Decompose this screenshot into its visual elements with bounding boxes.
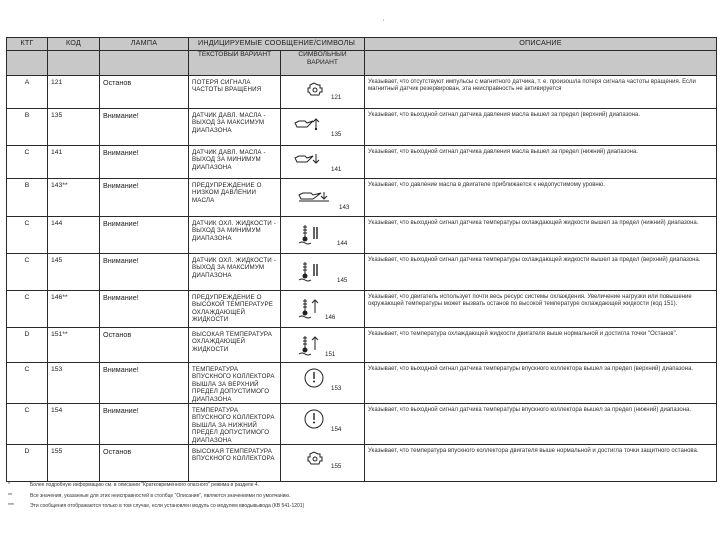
cell-symbol-variant <box>281 363 365 404</box>
cell-text-variant: ВЫСОКАЯ ТЕМПЕРАТУРА ОХЛАЖДАЮЩЕЙ ЖИДКОСТИ <box>189 328 281 363</box>
cell-code: 121 <box>48 76 100 109</box>
cell-lamp: Внимание! <box>100 146 189 179</box>
coolant-temp-icon <box>297 260 323 284</box>
cell-ktg: C <box>7 291 48 328</box>
cell-text-variant: ВЫСОКАЯ ТЕМПЕРАТУРА ВПУСКНОГО КОЛЛЕКТОРА <box>189 445 281 482</box>
fault-code-table <box>6 37 717 482</box>
cell-symbol-variant <box>281 179 365 217</box>
cell-symbol-variant <box>281 76 365 109</box>
header-symbol-variant: СИМВОЛЬНЫЙ ВАРИАНТ <box>281 51 365 76</box>
cell-ktg: D <box>7 445 48 482</box>
symbol-number: 146 <box>325 314 336 321</box>
cell-code: 151** <box>48 328 100 363</box>
cell-lamp: Внимание! <box>100 291 189 328</box>
symbol-number: 143 <box>339 204 350 211</box>
oil-can-low-icon <box>293 152 323 168</box>
footnote <box>8 493 291 499</box>
footnote-text: Все значения, указанные для этих неисправностей в столбце "Описание", являются значениями по умолчанию. <box>30 493 291 499</box>
header-blank-cell <box>7 51 48 76</box>
coolant-temp-up-icon <box>297 334 323 358</box>
cell-code: 154 <box>48 404 100 445</box>
cell-ktg: C <box>7 404 48 445</box>
cell-lamp: Внимание! <box>100 363 189 404</box>
cell-code: 141 <box>48 146 100 179</box>
symbol-number: 155 <box>331 463 342 471</box>
header-blank-cell <box>100 51 189 76</box>
table-row <box>7 109 717 146</box>
symbol-number: 144 <box>337 240 348 247</box>
symbol-number: 121 <box>331 94 342 101</box>
cell-lamp: Останов <box>100 328 189 363</box>
symbol-number: 145 <box>337 277 348 284</box>
cell-ktg: C <box>7 254 48 291</box>
cell-code: 145 <box>48 254 100 291</box>
footnote-mark: * <box>8 482 10 488</box>
cell-text-variant: ПРЕДУПРЕЖДЕНИЕ О НИЗКОМ ДАВЛЕНИИ МАСЛА <box>189 179 281 217</box>
engine-icon <box>305 449 325 469</box>
cell-symbol-variant <box>281 146 365 179</box>
header-description: ОПИСАНИЕ <box>365 38 717 51</box>
cell-description: Указывает, что выходной сигнал датчика температуры охлаждающей жидкости вышел за предел (верхний) диапазона. <box>365 254 717 291</box>
table-row <box>7 254 717 291</box>
cell-description: Указывает, что двигатель использует почти весь ресурс системы охлаждения. Увеличение нагрузки или повышение окружающей температуры может вызвать останов по высокой температуре охлаждающей жидкости (код 151). <box>365 291 717 328</box>
header-lamp: ЛАМПА <box>100 38 189 51</box>
footnote-text: Более подробную информацию см. в описании "Кратковременного опасного" режима в разделе 4. <box>30 482 260 488</box>
cell-code: 135 <box>48 109 100 146</box>
table-row <box>7 363 717 404</box>
footnote-mark: *** <box>8 503 14 509</box>
table-row <box>7 404 717 445</box>
cell-description: Указывает, что выходной сигнал датчика давления масла вышел за предел (нижний) диапазона. <box>365 146 717 179</box>
cell-text-variant: ДАТЧИК ОХЛ. ЖИДКОСТИ - ВЫХОД ЗА МИНИМУМ ДИАПАЗОНА <box>189 217 281 254</box>
header-messages: ИНДИЦИРУЕМЫЕ СООБЩЕНИЕ/СИМВОЛЫ <box>189 38 365 51</box>
cell-ktg: A <box>7 76 48 109</box>
cell-text-variant: ПОТЕРЯ СИГНАЛА ЧАСТОТЫ ВРАЩЕНИЯ <box>189 76 281 109</box>
table-row <box>7 179 717 217</box>
header-ktg: КТГ <box>7 38 48 51</box>
cell-symbol-variant <box>281 291 365 328</box>
coolant-temp-icon <box>297 223 323 247</box>
cell-lamp: Останов <box>100 76 189 109</box>
footnote-text: Эти сообщения отображаются только в том случае, если установлен модуль со модулем вводывывода (КВ 541-1201) <box>30 503 305 509</box>
cell-ktg: D <box>7 328 48 363</box>
cell-lamp: Внимание! <box>100 404 189 445</box>
symbol-number: 153 <box>331 385 342 392</box>
cell-ktg: B <box>7 109 48 146</box>
cell-text-variant: ДАТЧИК ОХЛ. ЖИДКОСТИ - ВЫХОД ЗА МАКСИМУМ ДИАПАЗОНА <box>189 254 281 291</box>
cell-lamp: Останов <box>100 445 189 482</box>
symbol-number: 135 <box>331 131 342 138</box>
cell-description: Указывает, что температура впускного коллектора двигателя выше нормальной и достигла точки защитного останова. <box>365 445 717 482</box>
table-row <box>7 328 717 363</box>
header-code: КОД <box>48 38 100 51</box>
cell-code: 153 <box>48 363 100 404</box>
cell-ktg: C <box>7 363 48 404</box>
header-blank-cell <box>48 51 100 76</box>
cell-description: Указывает, что выходной сигнал датчика температуры впускного коллектора вышел за предел (нижний) диапазона. <box>365 404 717 445</box>
cell-code: 144 <box>48 217 100 254</box>
cell-symbol-variant <box>281 328 365 363</box>
cell-code: 143** <box>48 179 100 217</box>
footnote <box>8 503 304 509</box>
cell-text-variant: ПРЕДУПРЕЖДЕНИЕ О ВЫСОКОЙ ТЕМПЕРАТУРЕ ОХЛАЖДАЮЩЕЙ ЖИДКОСТИ <box>189 291 281 328</box>
header-blank-cell <box>365 51 717 76</box>
symbol-number: 141 <box>331 166 342 173</box>
table-row <box>7 217 717 254</box>
oil-can-drop-icon <box>297 189 331 205</box>
oil-can-high-icon <box>293 117 323 133</box>
cell-description: Указывает, что выходной сигнал датчика температуры впускного коллектора вышел за предел (верхний) диапазона. <box>365 363 717 404</box>
cell-code: 146** <box>48 291 100 328</box>
cell-symbol-variant <box>281 445 365 482</box>
cell-symbol-variant <box>281 217 365 254</box>
engine-icon <box>305 80 325 100</box>
cell-lamp: Внимание! <box>100 254 189 291</box>
gauge-icon <box>303 367 325 391</box>
header-text-variant: ТЕКСТОВЫЙ ВАРИАНТ <box>189 51 281 76</box>
cell-description: Указывает, что отсутствуют импульсы с магнитного датчика, т. е. произошла потеря сигнала частоты вращения. Если магнитный датчик резервирован, эта неисправность не активируется <box>365 76 717 109</box>
cell-text-variant: ТЕМПЕРАТУРА ВПУСКНОГО КОЛЛЕКТОРА ВЫШЛА ЗА ВЕРХНИЙ ПРЕДЕЛ ДОПУСТИМОГО ДИАПАЗОНА <box>189 363 281 404</box>
cell-lamp: Внимание! <box>100 109 189 146</box>
cell-code: 155 <box>48 445 100 482</box>
gauge-icon <box>303 408 325 432</box>
cell-text-variant: ТЕМПЕРАТУРА ВПУСКНОГО КОЛЛЕКТОРА ВЫШЛА ЗА НИЖНИЙ ПРЕДЕЛ ДОПУСТИМОГО ДИАПАЗОНА <box>189 404 281 445</box>
cell-symbol-variant <box>281 254 365 291</box>
cell-symbol-variant <box>281 404 365 445</box>
cell-lamp: Внимание! <box>100 179 189 217</box>
cell-ktg: C <box>7 146 48 179</box>
cell-description: Указывает, что выходной сигнал датчика температуры охлаждающей жидкости вышел за предел (нижний) диапазона. <box>365 217 717 254</box>
symbol-number: 151 <box>325 351 336 358</box>
cell-description: Указывает, что выходной сигнал датчика давления масла вышел за предел (верхний) диапазона. <box>365 109 717 146</box>
cell-symbol-variant <box>281 109 365 146</box>
cell-text-variant: ДАТЧИК ДАВЛ. МАСЛА - ВЫХОД ЗА МАКСИМУМ ДИАПАЗОНА <box>189 109 281 146</box>
cell-ktg: B <box>7 179 48 217</box>
table-row <box>7 146 717 179</box>
symbol-number: 154 <box>331 426 342 434</box>
table-row <box>7 291 717 328</box>
cell-ktg: C <box>7 217 48 254</box>
footnote-mark: ** <box>8 493 12 499</box>
cell-description: Указывает, что температура охлаждающей жидкости двигателя выше нормальной и достигла точки "Останов". <box>365 328 717 363</box>
footnote <box>8 482 259 488</box>
cell-description: Указывает, что давление масла в двигателе приближается к недопустимому уровню. <box>365 179 717 217</box>
top-mark: ' <box>383 20 385 26</box>
cell-text-variant: ДАТЧИК ДАВЛ. МАСЛА - ВЫХОД ЗА МИНИМУМ ДИАПАЗОНА <box>189 146 281 179</box>
cell-lamp: Внимание! <box>100 217 189 254</box>
table-row <box>7 76 717 109</box>
coolant-temp-up-icon <box>297 297 323 321</box>
table-row <box>7 445 717 482</box>
